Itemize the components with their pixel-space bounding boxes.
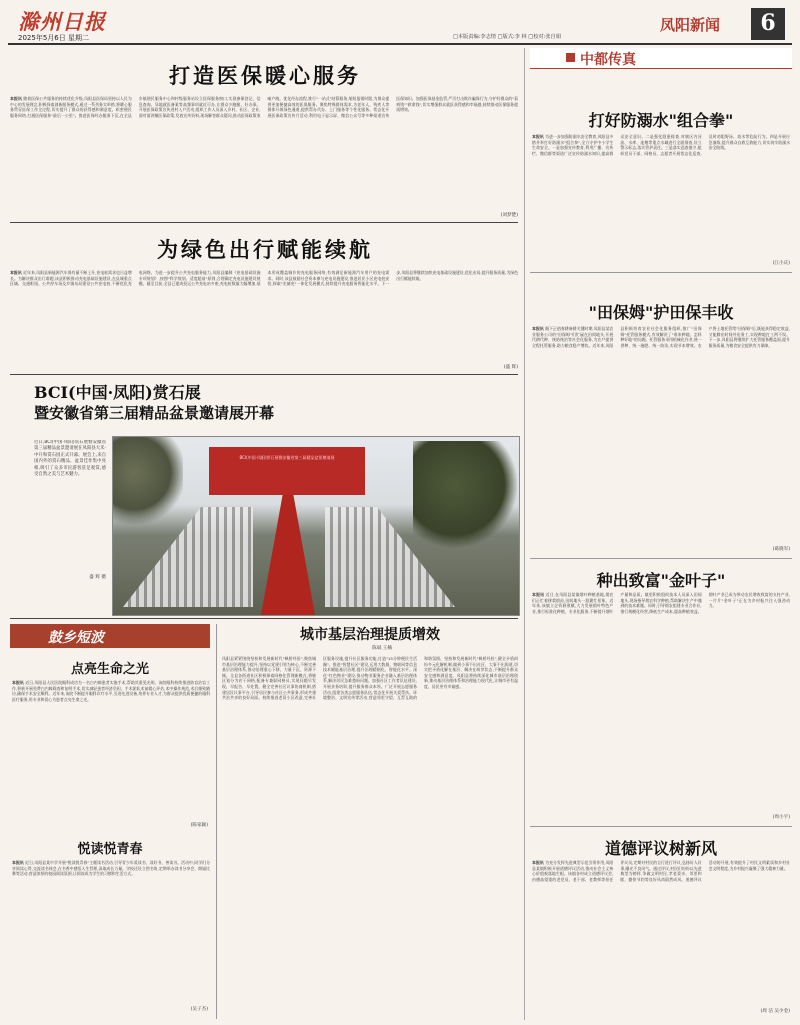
byline: 陈斌 王楠 (372, 646, 392, 651)
section-rule (530, 558, 792, 559)
article-body: 近日,凤阳县人民医院眼科成功为一名白内障患者实施手术,帮助其重见光明。该院眼科持续推进防盲治盲工作,积极开展免费白内障筛查和复明手术,切实减轻患者经济负担。手术团队术前精心评估,术中操作规范,术后细致随访,确保手术安全顺利。近年来,该院不断提升眼科诊疗水平,引进先进设备,培养专业人才,为群众提供优质便捷的眼科医疗服务,用专业和爱心为患者点亮生命之光。 (12, 680, 210, 702)
headline-golden-leaf: 种出致富"金叶子" (596, 571, 726, 590)
article-green-travel (10, 270, 518, 368)
left-tree (113, 437, 183, 527)
author-credit: (盛 辉) (503, 365, 518, 370)
section-rule (530, 826, 792, 827)
article-medical-insurance (10, 96, 518, 218)
section-rule (10, 618, 518, 619)
headline-field-nanny: "田保姆"护田保丰收 (588, 303, 734, 322)
headline-green-travel: 为绿色出行赋能续航 (157, 237, 373, 262)
headline-stone-exhibition-line2: 暨安徽省第三届精品盆景邀请展开幕 (34, 404, 275, 422)
stage-banner-text: BCI(中国·凤阳)赏石展暨安徽省第三届精品盆景邀请展 (239, 455, 335, 460)
column-divider (216, 624, 217, 1019)
column-divider (524, 48, 525, 1020)
column-name: 中都传真 (580, 52, 636, 68)
article-lead: 本报讯 (12, 680, 24, 685)
issue-date: 2025年5月6日 星期二 (18, 34, 89, 42)
banner-square-icon (566, 53, 575, 62)
trees (413, 441, 517, 551)
article-lead: 本报讯 (12, 860, 24, 865)
headline-moral-review: 道德评议树新风 (604, 839, 717, 858)
article-field-nanny (532, 326, 790, 544)
article-body: 为进一步加强防溺水安全教育,凤阳县多措并举打好防溺水"组合拳",全力守护中小学生生命安全。一是加强宣传教育,利用广播、宣传栏、微信群等渠道广泛宣传防溺水知识,提高群众安全意识。二是强化隐患排查,对辖区内河流、水库、池塘等重点水域进行全面排查,设立警示标志,落实管护责任。三是落实巡查值守,组织党员干部、网格员、志愿者开展常态化巡查,及时劝阻野泳、戏水等危险行为。四是开展应急演练,提升群众自救互救能力,切实筑牢防溺水安全防线。 (532, 134, 790, 156)
stone-exhibition-caption: 近日,BCI(中国·凤阳)赏石展暨安徽省第三届精品盆景邀请展在凤阳县大禾·中升和赏石园正式开幕。展会上,来自国内外的赏石精品、盆景佳作集中亮相,吸引了众多市民游客驻足观赏,感受自然之美与艺术魅力。 (34, 440, 106, 478)
exhibition-photo (112, 436, 520, 616)
article-drowning-prevention (532, 134, 790, 258)
section-label: 凤阳新闻 (660, 16, 721, 34)
article-body: 近年来,凤阳县新能源汽车保有量不断上升,充电桩需求也日益增长。为解决群众出行难题,该县积极推动充电基础设施建设,在县城重点区域、交通枢纽、公共停车场及乡镇布局建设公共充电桩,不断优化充电网络。为进一步提升公共充电服务能力,凤阳县编制《充电基础设施专项规划》,按照"科学规划、适度超前"原则,合理确定充电设施建设规模。截至目前,全县已建成投运公共充电站多座,充电桩数量大幅增加,基本形成覆盖城乡的充电服务网络,有效满足新能源汽车用户的充电需求。同时,该县鼓励社会资本参与充电设施建设,推进居民小区充电桩安装,探索"光储充"一体化发展模式,持续提升充电服务智能化水平。下一步,凤阳县将继续加快充电基础设施建设,优化布局,提升服务质量,为绿色出行赋能续航。 (10, 270, 518, 287)
headline-medical-insurance: 打造医保暖心服务 (169, 63, 361, 88)
section-rule (10, 222, 518, 223)
author-credit: (江小庆) (772, 261, 790, 266)
article-moral-review (532, 860, 790, 1006)
headline-drowning-prevention: 打好防溺水"组合拳" (588, 111, 734, 130)
article-light-of-life (12, 680, 210, 820)
article-lead: 本报讯 (532, 592, 545, 597)
article-golden-leaf (532, 592, 790, 814)
article-body: 眼下正值春耕备耕关键时期,凤阳县某农业服务公司的"田保姆"们忙碌在田间地头,开展代耕代种、统防统治等社会化服务,为农户提供全程托管服务,助力粮食稳产增收。近年来,凤阳县积极培育农业社会化服务组织,推广"田保姆"托管服务模式,有效解决了"谁来种地、怎样种好地"的问题。托管服务采用机械化作业,统一供种、统一施肥、统一防治,实现节本增效。农户将土地托管给"田保姆"后,既能获得稳定收益,又能腾出时间外出务工,实现种地打工两不误。下一步,凤阳县将继续扩大托管服务覆盖面,提升服务质量,为粮食安全提供有力保障。 (532, 326, 790, 348)
author-credit: (葛晓军) (772, 547, 790, 552)
author-credit: (陈家颖) (190, 823, 208, 828)
author-credit: (吴子杰) (190, 1007, 208, 1012)
headline-reading-youth: 悦读悦青春 (77, 842, 143, 857)
masthead (8, 6, 792, 42)
author-credit: (周 洁 吴少金) (760, 1009, 790, 1014)
article-lead: 本报讯 (532, 860, 544, 865)
headline-grassroots-governance: 城市基层治理提质增效 (300, 627, 440, 643)
author-credit: (周小宇) (772, 815, 790, 820)
article-body: 近日,在凤阳县某镇烟叶种植基地,烟农们正忙着移栽烟苗,田间地头一派繁忙景象。近年来,该镇立足资源禀赋,大力发展烟叶特色产业,推行标准化种植、专业化服务,不断提升烟叶产量和品质。镇里积极组织技术人员深入田间地头,现场指导烟农科学种植,帮助解决生产中遇到的技术难题。同时,引导烟农组建专业合作社,推行规模化经营,降低生产成本,提高种植效益。烟叶产业已成为带动农民增收致富的支柱产业,一片片"金叶子"正在为乡村振兴注入强劲动力。 (532, 592, 790, 614)
section-rule (530, 272, 792, 273)
newspaper-logo: 滁州日报 (18, 9, 106, 34)
masthead-rule (8, 43, 792, 45)
photo-credit: 盛 辉 摄 (89, 575, 106, 580)
column-banner-drum-town (10, 624, 210, 648)
section-rule (10, 374, 518, 375)
article-lead: 本报讯 (10, 270, 22, 275)
red-carpet (261, 495, 315, 615)
article-lead: 本报讯 (532, 134, 544, 139)
article-reading-youth (12, 860, 210, 1012)
article-lead: 本报讯 (10, 96, 22, 101)
article-grassroots-governance: 凤阳县紧紧围绕坚持和发展新时代"枫桥经验",聚焦城市基层治理能力提升,坚持以党建引领为核心,不断完善基层治理体系,推动治理重心下移、力量下沉、资源下倾。全县各街道社区积极探索网格化管理新模式,将辖区划分为若干网格,配备专兼职网格员,实现问题早发现、早报告、早处置。健全完善社区议事协商机制,搭建居民议事平台,引导居民参与社区公共事务,形成共建共治共享的良好局面。持续推进老旧小区改造,完善社区服务设施,提升社区服务功能,打造"15分钟便民生活圈"。推进"智慧社区"建设,运用大数据、物联网等信息技术赋能基层治理,提升治理精细化、智能化水平。深化"红色物业"建设,推动物业服务企业融入基层治理体系,解决居民急难愁盼问题。加强社区工作者队伍建设,开展业务培训,提升服务群众本领。广泛开展志愿服务活动,组建各类志愿服务队伍,常态化开展关爱帮扶、环境整治、文明宣传等活动,营造邻里守望、互帮互助的和谐氛围。坚持和发展新时代"枫桥经验",健全矛盾纠纷多元化解机制,做到小事不出社区、大事不出街道,切实把矛盾化解在基层、解决在萌芽状态,不断提升群众安全感和满意度。凤阳县将持续深化城市基层治理创新,推动基层治理体系和治理能力现代化,让城市更有温度、居民更有幸福感。 (222, 656, 518, 701)
column-name: 鼓乡短波 (48, 630, 104, 646)
page-number: 6 (760, 10, 776, 36)
editors-credit: □本版责编:李志情 □版式:李 林 □校对:张自娟 (453, 34, 561, 40)
article-body: 为充分发挥先进典型示范引领作用,凤阳县某镇积极开展道德评议活动,推动社会主义核心价值观落地生根。该镇各村成立道德评议会,由德高望重的老党员、老干部、老教师等担任评议员,定期对村民的言行进行评议,弘扬好人好事,曝光不良风气。通过评议,村民们纷纷以先进典型为榜样,争做文明村民,孝老爱亲、邻里和睦、勤俭节约等良好风尚蔚然成风。道德评议活动的开展,有效提升了村民文明素质和乡村社会文明程度,为乡村振兴凝聚了强大精神力量。 (532, 860, 790, 882)
article-lead: 本报讯 (532, 326, 544, 331)
headline-light-of-life: 点亮生命之光 (70, 662, 149, 677)
author-credit: (刘梦楚) (500, 213, 518, 218)
headline-stone-exhibition-line1: BCI(中国·凤阳)赏石展 (34, 383, 201, 402)
article-body: 随着医保公共服务的持续优化升级,凤阳县医保局坚持以人民为中心的发展理念,积极探索创新服务模式,通过一系列务实举措,将暖心服务贯穿医保工作全过程,切实提升了群众的获得感和满意度。织密便民服务网络,打通医保服务"最后一公里"。推进医保经办服务下沉,在全县乡镇便民服务中心和村级服务站设立医保服务窗口,实现参保登记、信息查询、异地就医备案等高频事项就近可办,让群众少跑腿、好办事。开展医保政策宣传进村入户活动,组织工作人员深入乡村、社区、企业,面对面讲解医保政策,发放宣传资料,现场解答群众疑问,推动医保政策家喻户晓。优化经办流程,推行"一站式"结算服务,缩短报销时限,为群众提供更加便捷高效的医保服务。聚焦特殊群体需求,为老年人、残疾人等群体开辟绿色通道,提供帮办代办、上门服务等个性化服务。常态化开展医保政策宣传月活动,利用电子显示屏、微信公众号等多种渠道宣传医保知识。加强医保基金监管,严厉打击欺诈骗保行为,守护好群众的"看病钱""救命钱",切实增强群众就医获得感和幸福感,持续推动医保服务提质增效。 (10, 96, 518, 118)
article-body: 近日,凤阳县某中学开展"悦读悦青春"主题读书活动,引导青少年爱读书、读好书、善读书。活动中,同学们分享阅读心得,交流读书体会,在书香中感悟人生哲理,汲取成长力量。学校还设立图书角,定期举办读书分享会、朗诵比赛等活动,营造浓厚的校园阅读氛围,让阅读成为学生的习惯和生活方式。 (12, 860, 210, 877)
